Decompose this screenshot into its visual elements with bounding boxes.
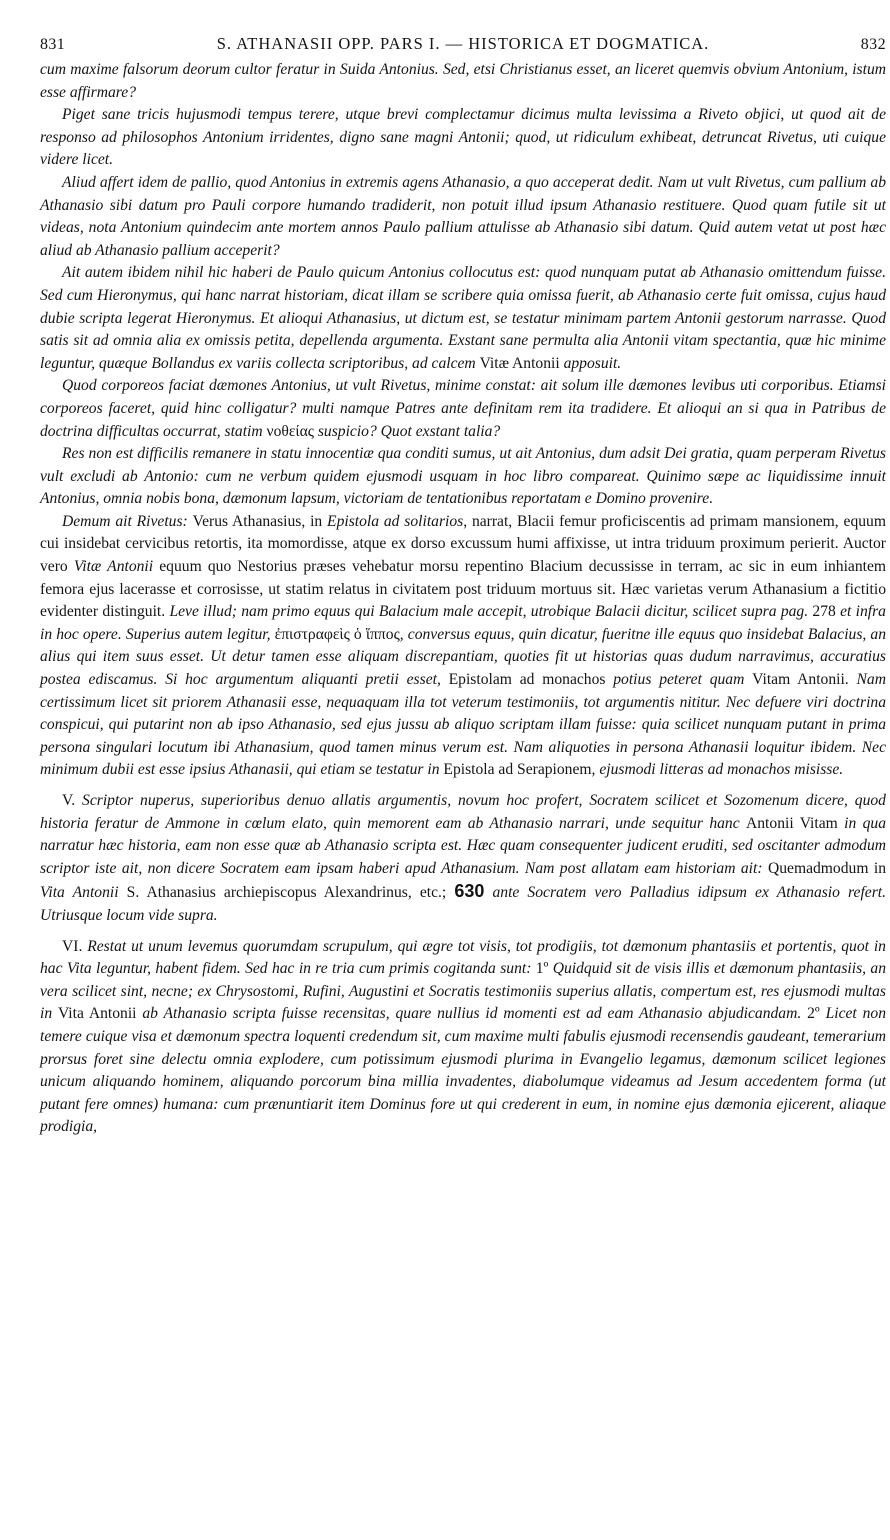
text-run: equum quo Nestorius præses vehebatur morsu repentino Blacium decussisse in terram, ac sic in eum inhiantem femora ejus lacerasse et corrosisse, ut statim relatus in civitatem post triduum mortuus sit. Hæc varietas verum Athanasium a fictitio evidenter distinguit. (40, 558, 887, 621)
text-run: ante Socratem vero Palladius idipsum ex Athanasio refert. Utriusque locum vide supra. (40, 884, 886, 924)
text-run: Res non est difficilis remanere in statu innocentiæ qua conditi sumus, ut ait Antonius, dum adsit Dei gratia, quam perperam Rivetus vult excludi ab Antonio: cum ne verbum quidem ejusmodi usquam in hoc libro compareat. Quinimo sæpe ac liquidissime innuit Antonius, omnia nobis bona, dæmonum lapsum, victoriam de tentationibus reportatam e Domino provenire. (40, 445, 886, 508)
text-run: Leve illud; nam primo equus qui Balacium male accepit, utrobique Balacii dicitur, scilicet supra pag. (169, 603, 813, 621)
text-run: Vitam Antonii. (752, 671, 849, 689)
text-run: Vita Antonii (57, 1005, 137, 1023)
paragraph (40, 936, 886, 1139)
text-run: νοθείας (266, 422, 314, 440)
paragraph (40, 375, 886, 443)
left-page-number: 831 (40, 36, 66, 53)
text-run: 2º (807, 1005, 820, 1023)
text-run: Verus Athanasius, in (192, 512, 328, 530)
text-run: Ait autem ibidem nihil hic haberi de Paulo quicum Antonius collocutus est: quod nunquam putat ab Athanasio omittendum fuisse. Sed cum Hieronymus, qui hanc narrat historiam, dicat illam se scribere quia omissa fuerit, ab Athanasio certe fuit omissa, cujus haud dubie scripta legerat Hieronymus. Et alioqui Athanasius, ut dictum est, se testatur minimam partem Antonii gestorum narrasse. Quod satis sit ad omnia alia ex omissis petita, depellenda argumenta. Exstant sane permulta alia Antonii vitam spectantia, quæ hic minime leguntur, quæque Bollandus ex variis collecta scriptoribus, ad calcem (40, 264, 886, 372)
text-run: cum maxime falsorum deorum cultor feratur in Suida Antonius. Sed, etsi Christianus esset, an liceret quemvis obvium Antonium, istum esse affirmare? (40, 61, 886, 101)
text-run: Licet non temere cuique visa et dæmonum spectra loquenti credendum sit, cum maxime multi fabulis ejusmodi recensendis gaudeant, temerarium prorsus foret sine delectu omnia explodere, cum potissimum ejusmodi plurima in Evangelio legamus, dæmonum scilicet legiones unicum aliquando hominem, aliquando porcorum bina millia invadentes, diabolumque videamus ad Jesum accedentem forma (ut putant fere omnes) humana: cum prænuntiarit item Dominus fore ut qui crederent in eum, in nomine ejus dæmonia ejicerent, aliaque prodigia, (40, 1005, 886, 1136)
text-run: Epistolam ad monachos (448, 671, 606, 689)
text-run: , narrat, Blacii femur proficiscentis ad primam mansionem, equum cui insidebat cervicibus retortis, ita momordisse, atque ex dorso excussum humi affixisse, ut intra triduum proximum perierit. Auctor vero (40, 512, 886, 576)
text-run: potius peteret quam (605, 671, 753, 689)
margin-page-marker: 630 (454, 881, 485, 902)
paragraph (40, 172, 886, 262)
text-run: Demum ait Rivetus: (62, 512, 193, 530)
text-run: VI. (62, 937, 88, 955)
text-run: 278 (812, 603, 836, 621)
text-run: apposuit. (559, 354, 622, 372)
text-run: suspicio? Quot exstant talia? (313, 422, 501, 440)
text-run: Piget sane tricis hujusmodi tempus terere, utque brevi complectamur dicimus multa levissima a Riveto objici, ut quod ait de responso ad philosophos Antonium irridentes, digno sane magni Antonii; quod, ut ridiculum exhibeat, detruncat Rivetus, uti cuique videre licet. (40, 106, 886, 169)
text-run: , conversus equus, quin dicatur, fueritne ille equus quo insidebat Balacius, an alius qui item suus esset. Ut detur tamen esse aliquam discrepantiam, quoties fit ut historias quas dudum narravimus, accuratius postea ediscamus. Si hoc argumentum aliquanti pretii esset, (40, 625, 887, 689)
text-run: Quemadmodum in (767, 859, 886, 877)
paragraph (40, 790, 886, 928)
text-run: , ejusmodi litteras ad monachos misisse. (591, 761, 844, 779)
text-run: in qua narratur hæc historia, eam non esse quæ ab Athanasio scripta est. Hæc quam consequenter judicent eruditi, sed oscitanter admodum scriptor iste ait, non dicere Socratem eam ipsam haberi apud Athanasium. Nam post allatam eam historiam ait: (40, 814, 886, 877)
running-title: S. ATHANASII OPP. PARS I. — HISTORICA ET DOGMATICA. (216, 34, 710, 53)
paragraph (40, 104, 886, 172)
text-run: Aliud affert idem de pallio, quod Antonius in extremis agens Athanasio, a quo acceperat dedit. Nam ut vult Rivetus, cum pallium ab Athanasio sibi datum pro Pauli corpore humando tradiderit, non potuit illud ipsum Athanasio restituere. Quod quam futile sit ut videas, nota Antonium quindecim ante mortem annos Paulo pallium attulisse ab Athanasio sibi datum. Quid autem vetat ut post hæc aliud ab Athanasio pallium acceperit? (40, 173, 886, 259)
text-run: Antonii Vitam (746, 814, 838, 832)
text-run: S. Athanasius archiepiscopus Alexandrinus, etc.; (118, 884, 455, 902)
text-run: ab Athanasio scripta fuisse recensitas, quare nullius id momenti est ad eam Athanasio abjudicandam. (136, 1005, 808, 1023)
text-run: Vita Antonii (40, 884, 119, 902)
text-run: Epistola ad solitarios (327, 512, 464, 530)
text-run: Restat ut unum levemus quorumdam scrupulum, qui ægre tot visis, tot prodigiis, tot dæmonum phantasiis et portentis, quot in hac Vita leguntur, habent fidem. Sed hac in re tria cum primis cogitanda sunt: (40, 937, 886, 978)
paragraph (40, 443, 886, 511)
text-run: Nam certissimum licet sit priorem Athanasii esse, nequaquam illa tot veterum testimoniis, tot argumentis nititur. Nec defuere viri doctrina conspicui, qui putarint non ab ipso Athanasio, sed ejus jussu ab aliquo scriptam illam fuisse: quia scilicet nunquam putant in prima persona singulari locutum ibi Athanasium, quod tamen minus verum est. Nam aliquoties in persona Athanasii loquitur ibidem. Nec minimum dubii est esse ipsius Athanasii, qui etiam se testatur in (40, 671, 886, 779)
paragraph (40, 262, 886, 375)
text-run: Vitæ Antonii (73, 558, 154, 576)
paragraph (40, 511, 886, 782)
text-run: Quidquid sit de visis illis et dæmonum phantasiis, an vera scilicet sint, necne; ex Chrysostomi, Rufini, Augustini et Socratis testimoniis superius allatis, compertum est, res ejusmodi multas in (40, 960, 887, 1023)
body-text (40, 59, 886, 1139)
text-run: ἐπιστραφεὶς ὁ ἵππος (274, 625, 400, 643)
text-run: Vitæ Antonii (479, 354, 560, 372)
text-run: Epistola ad Serapionem (443, 761, 592, 779)
text-run: Scriptor nuperus, superioribus denuo allatis argumentis, novum hoc profert, Socratem scilicet et Sozomenum dicere, quod historia feratur de Ammone in cœlum elato, quin memorent eam ab Athanasio narrari, unde sequitur hanc (40, 792, 886, 832)
right-page-number: 832 (860, 36, 886, 53)
text-run: V. (62, 792, 83, 809)
text-run: 1º (535, 960, 549, 978)
text-run: et infra in hoc opere. Superius autem legitur, (40, 603, 886, 643)
paragraph (40, 59, 886, 104)
text-run: Quod corporeos faciat dæmones Antonius, ut vult Rivetus, minime constat: ait solum ille dæmones levibus uti corporibus. Etiamsi corporeos faceret, quid hinc colligatur? multi namque Patres ante definitam rem ita tradidere. Et alioqui an si qua in Patribus de doctrina difficultas occurrat, statim (40, 377, 886, 440)
running-header (40, 34, 886, 54)
